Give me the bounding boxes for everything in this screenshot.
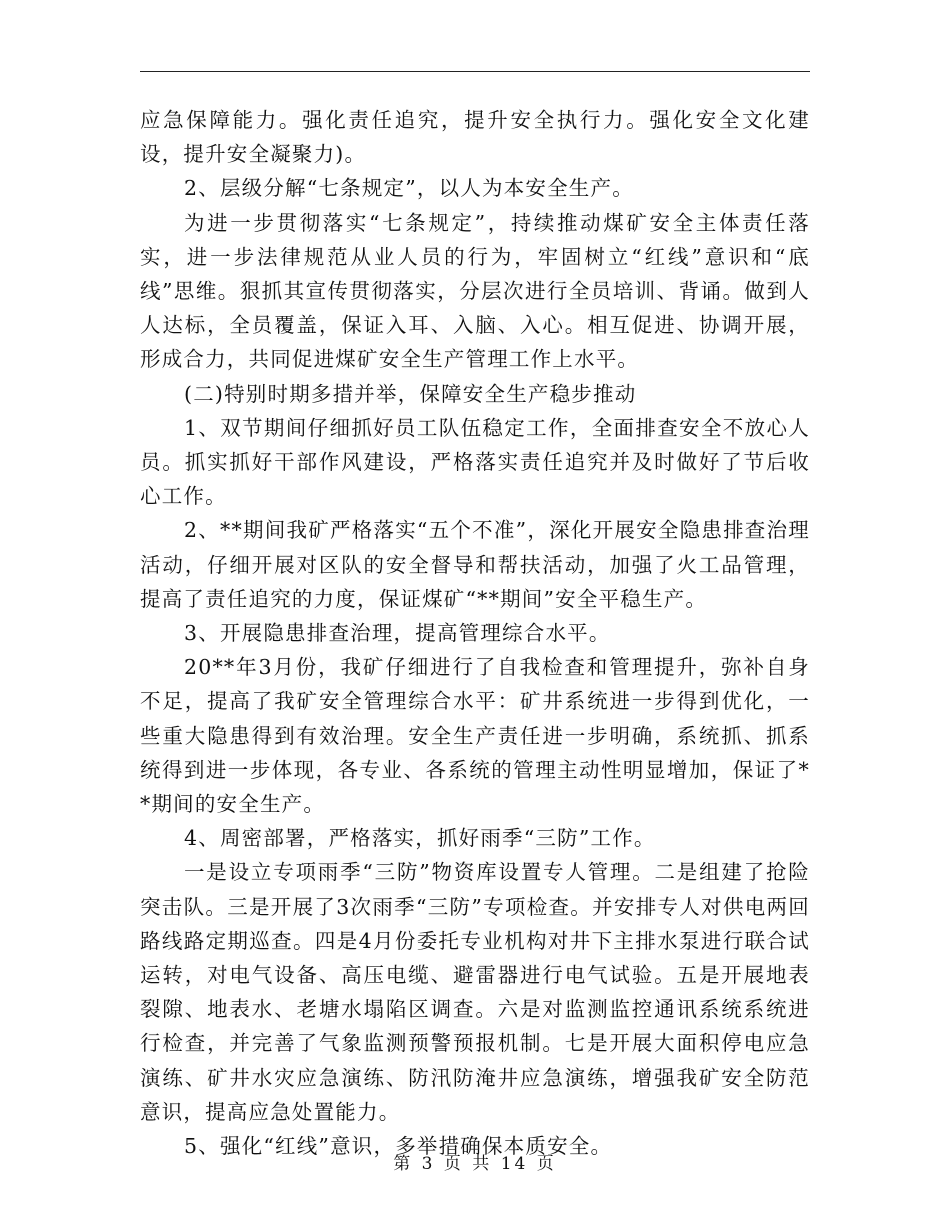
section-heading: 5、强化“红线”意识，多举措确保本质安全。 <box>184 1134 613 1159</box>
paragraph: 一是设立专项雨季“三防”物资库设置专人管理。二是组建了抢险突击队。三是开展了3次雨季“三防”专项检查。并安排专人对供电两回路线路定期巡查。四是4月份委托专业机构对井下主排水泵进行联合试运转，对电气设备、高压电缆、避雷器进行电气试验。五是开展地表裂隙、地表水、老塘水塌陷区调查。六是对监测监控通讯系统系统进行检查，并完善了气象监测预警预报机制。七是开展大面积停电应急演练、矿井水灾应急演练、防汛防淹井应急演练，增强我矿安全防范意识，提高应急处置能力。 <box>140 860 810 1124</box>
section-heading: 2、层级分解“七条规定”，以人为本安全生产。 <box>184 176 634 201</box>
page-number-footer: 第 3 页 共 14 页 <box>393 1154 557 1174</box>
paragraph: 应急保障能力。强化责任追究，提升安全执行力。强化安全文化建设，提升安全凝聚力)。 <box>140 108 810 167</box>
header-rule <box>140 71 810 72</box>
section-heading: 3、开展隐患排查治理，提高管理综合水平。 <box>184 621 611 646</box>
document-body <box>140 103 810 1163</box>
section-heading: 4、周密部署，严格落实，抓好雨季“三防”工作。 <box>184 826 656 851</box>
section-heading: (二)特别时期多措并举，保障安全生产稳步推动 <box>184 381 637 406</box>
paragraph: 2、**期间我矿严格落实“五个不准”，深化开展安全隐患排查治理活动，仔细开展对区队的安全督导和帮扶活动，加强了火工品管理，提高了责任追究的力度，保证煤矿“**期间”安全平稳生产。 <box>140 518 810 611</box>
paragraph: 为进一步贯彻落实“七条规定”，持续推动煤矿安全主体责任落实，进一步法律规范从业人员的行为，牢固树立“红线”意识和“底线”思维。狠抓其宣传贯彻落实，分层次进行全员培训、背诵。做到人人达标，全员覆盖，保证入耳、入脑、入心。相互促进、协调开展，形成合力，共同促进煤矿安全生产管理工作上水平。 <box>140 210 810 372</box>
paragraph: 1、双节期间仔细抓好员工队伍稳定工作，全面排查安全不放心人员。抓实抓好干部作风建设，严格落实责任追究并及时做好了节后收心工作。 <box>140 415 810 509</box>
paragraph: 20**年3月份，我矿仔细进行了自我检查和管理提升，弥补自身不足，提高了我矿安全管理综合水平：矿井系统进一步得到优化，一些重大隐患得到有效治理。安全生产责任进一步明确，系统抓、抓系统得到进一步体现，各专业、各系统的管理主动性明显增加，保证了**期间的安全生产。 <box>140 655 810 817</box>
